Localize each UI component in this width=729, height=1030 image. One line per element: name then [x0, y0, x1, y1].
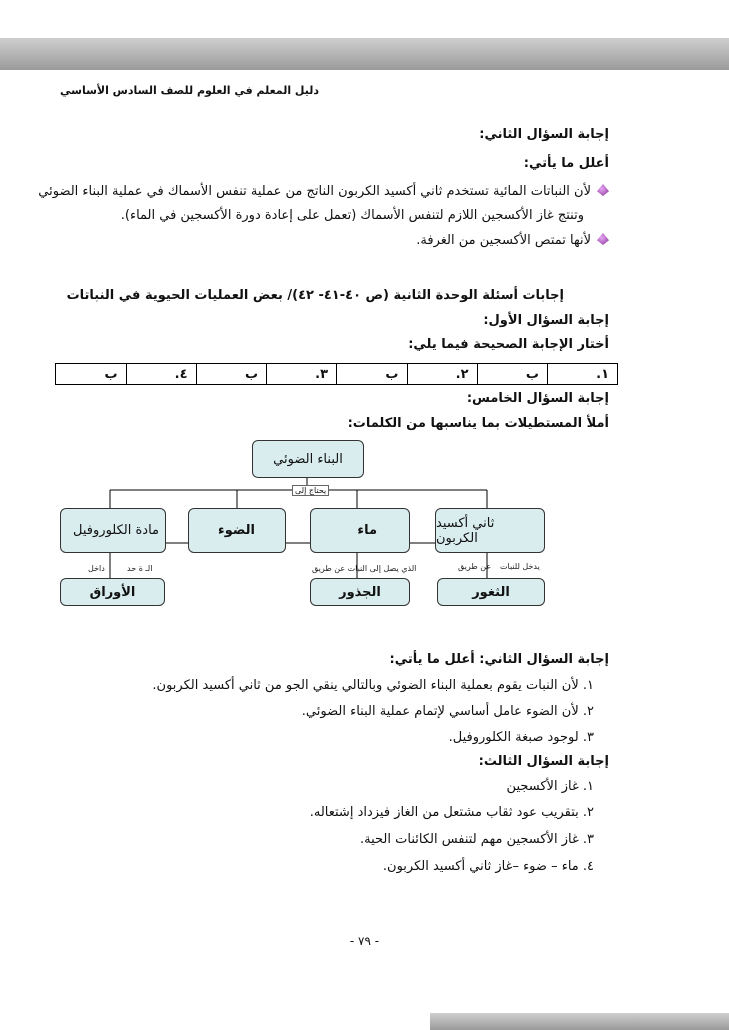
- q2-subtitle: أعلل ما يأتي:: [523, 156, 609, 171]
- page-header: دليل المعلم في العلوم للصف السادس الأساسي: [60, 84, 320, 97]
- q1-instruction: أختار الإجابة الصحيحة فيما يلي:: [408, 337, 609, 352]
- diagram-box-water-label: ماء: [357, 523, 377, 538]
- diagram-leaf-stomata-label: الثغور: [472, 584, 510, 600]
- q5-title: إجابة السؤال الخامس:: [466, 391, 609, 406]
- q5-instruction: أملأ المستطيلات بما يناسبها من الكلمات:: [347, 416, 609, 431]
- q2b-item: ٢. لأن الضوء عامل أساسي لإتمام عملية البناء الضوئي.: [301, 704, 594, 719]
- q3-item: ٤. ماء – ضوء –غاز ثاني أكسيد الكربون.: [382, 859, 594, 874]
- q2b-item: ١. لأن النبات يقوم بعملية البناء الضوئي وبالتالي ينقي الجو من ثاني أكسيد الكربون.: [152, 678, 594, 693]
- diagram-leaf-leaves: [60, 578, 165, 606]
- diagram-leaf-leaves-label: الأوراق: [89, 584, 136, 600]
- table-cell: ب: [477, 364, 547, 385]
- unit-title: إجابات أسئلة الوحدة الثانية (ص ٤٠-٤١- ٤٢)/ بعض العمليات الحيوية في النباتات: [66, 288, 564, 303]
- table-cell: ٤.: [126, 364, 196, 385]
- link-label-fragment: الـ ة حد: [127, 564, 153, 573]
- diagram-root-box: [252, 440, 364, 478]
- table-cell: ٢.: [407, 364, 477, 385]
- table-cell: ١.: [547, 364, 617, 385]
- q2-title: إجابة السؤال الثاني:: [479, 127, 609, 142]
- link-label-enters: يدخل للنبات: [500, 562, 540, 571]
- q3-title: إجابة السؤال الثالث:: [478, 754, 609, 769]
- diagram-box-light: [188, 508, 286, 553]
- table-cell: ٣.: [267, 364, 337, 385]
- link-label-reaches: الذي يصل إلى النبات عن طريق: [312, 564, 417, 573]
- diagram-box-light-label: الضوء: [218, 523, 255, 538]
- diagram-needs-label: يحتاج إلى: [292, 485, 329, 496]
- answer-bullet-1-text: لأن النباتات المائية تستخدم ثاني أكسيد الكربون الناتج من عملية تنفس الأسماك في عملية البناء الضوئي: [38, 184, 591, 199]
- q3-item: ٣. غاز الأكسجين مهم لتنفس الكائنات الحية.: [360, 832, 594, 847]
- diagram-leaf-roots-label: الجذور: [339, 584, 381, 600]
- table-cell: ب: [56, 364, 127, 385]
- link-label-inside: داخل: [88, 564, 105, 573]
- diagram-root-label: البناء الضوئي: [273, 451, 343, 467]
- page-number: - ٧٩ -: [349, 934, 380, 948]
- answer-bullet-1-cont: وتنتج غاز الأكسجين اللازم لتنفس الأسماك (تعمل على إعادة دورة الأكسجين في الماء).: [120, 208, 584, 223]
- diagram-box-co2: [435, 508, 545, 553]
- q2b-item: ٣. لوجود صبغة الكلوروفيل.: [448, 730, 594, 745]
- q3-item: ٢. بتقريب عود ثقاب مشتعل من الغاز فيزداد إشتعاله.: [309, 805, 594, 820]
- diagram-box-water: [310, 508, 410, 553]
- q1-title: إجابة السؤال الأول:: [483, 313, 609, 328]
- table-cell: ب: [337, 364, 407, 385]
- answer-bullet-2-text: لأنها تمتص الأكسجين من الغرفة.: [416, 233, 591, 248]
- diagram-leaf-roots: [310, 578, 410, 606]
- table-cell: ب: [196, 364, 266, 385]
- diagram-leaf-stomata: [437, 578, 545, 606]
- bottom-banner: [430, 1013, 729, 1030]
- diagram-box-chlorophyll-label: مادة الكلوروفيل: [73, 523, 159, 538]
- q3-item: ١. غاز الأكسجين: [506, 779, 594, 794]
- link-label-through: عن طريق: [458, 562, 492, 571]
- q2b-title: إجابة السؤال الثاني: أعلل ما يأتي:: [389, 652, 609, 667]
- diagram-box-co2-label: ثاني أكسيد الكربون: [436, 515, 495, 546]
- diagram-box-chlorophyll: [60, 508, 166, 553]
